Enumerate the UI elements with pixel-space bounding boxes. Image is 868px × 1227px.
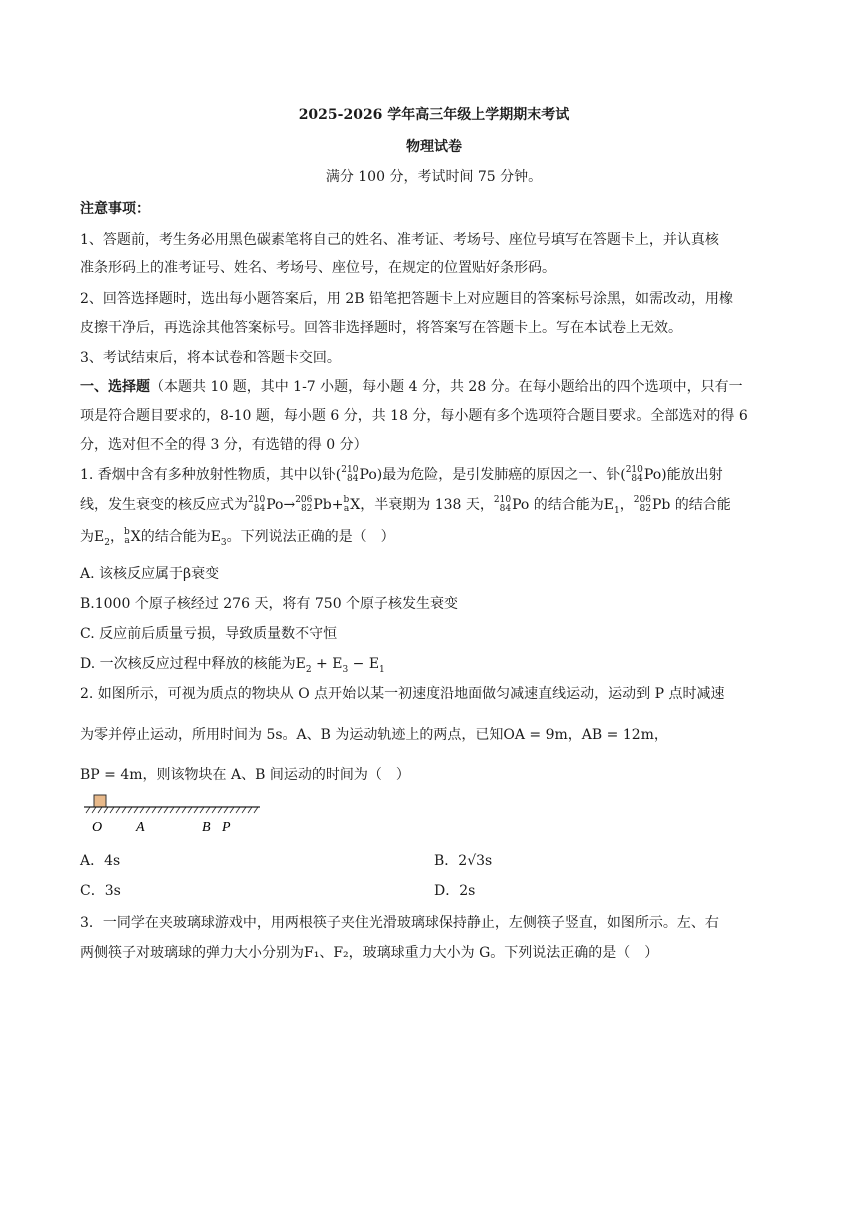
exam-info: 满分 100 分，考试时间 75 分钟。: [325, 169, 543, 185]
subscript: 2: [305, 664, 312, 675]
subscript: 1: [379, 664, 385, 675]
q1-text: X，半衰期为 138 天，: [350, 497, 494, 513]
nuclide-po-index: [248, 496, 265, 514]
q1-option-c[interactable]: C. 反应前后质量亏损，导致质量数不守恒: [80, 626, 338, 642]
notice-heading: 注意事项：: [80, 201, 150, 217]
ground-hatch: [86, 807, 258, 813]
q1-line2: [80, 494, 800, 516]
nuclide-po-index: [341, 466, 358, 484]
nuclide-po-index: [626, 466, 643, 484]
nuc-mass: 206: [295, 495, 313, 505]
nuc-z: 84: [347, 474, 359, 484]
nuc-mass: 210: [341, 465, 359, 475]
subscript: 2: [104, 537, 110, 548]
q1-optd-text: D. 一次核反应过程中释放的核能为E: [80, 656, 306, 672]
nuc-z: 84: [499, 504, 512, 514]
notice-item2-line2: 皮擦干净后，再选涂其他答案标号。回答非选择题时，将答案写在答题卡上。写在本试卷上无效。: [80, 320, 682, 336]
q1-option-b[interactable]: B.1000 个原子核经过 276 天，将有 750 个原子核发生衰变: [80, 596, 459, 612]
q1-text: 为E: [80, 529, 105, 545]
point-label-a: A: [136, 820, 145, 835]
q1-text: 。下列说法正确的是（ ）: [226, 529, 395, 545]
q1-text: Pb 的结合能: [651, 497, 731, 513]
q1-option-d[interactable]: [80, 653, 800, 675]
nuc-z: 84: [631, 474, 643, 484]
q2-line2: 为零并停止运动，所用时间为 5s。A、B 为运动轨迹上的两点，已知OA = 9m，AB = 12m，: [80, 727, 668, 743]
block-figure: [94, 795, 106, 807]
nuc-mass: 210: [248, 495, 266, 505]
nuc-z: 82: [300, 504, 313, 514]
nuclide-x-index: [124, 528, 130, 546]
q1-option-a[interactable]: A. 该核反应属于β衰变: [80, 566, 220, 582]
q1-text: Po)能放出射: [643, 467, 723, 483]
section1-desc-line2: 项是符合题目要求的，8-10 题，每小题 6 分，共 18 分，每小题有多个选项符合题目要求。全部选对的得 6: [80, 408, 748, 424]
nuc-mass: b: [123, 527, 130, 537]
notice-item1-line1: 1、答题前，考生务必用黑色碳素笔将自己的姓名、准考证、考场号、座位号填写在答题卡上，并认真核: [80, 232, 719, 248]
q3-line2: 两侧筷子对玻璃球的弹力大小分别为F₁、F₂，玻璃球重力大小为 G。下列说法正确的是（ ）: [80, 945, 659, 961]
point-label-p: P: [222, 820, 231, 835]
subscript: 3: [342, 664, 349, 675]
section1-desc-line3: 分，选对但不全的得 3 分，有选错的得 0 分）: [80, 437, 368, 453]
nuc-mass: 210: [625, 465, 643, 475]
q1-text: 1. 香烟中含有多种放射性物质，其中以钋(: [80, 467, 342, 483]
q2-line3: BP = 4m，则该物块在 A、B 间运动的时间为（ ）: [80, 767, 410, 783]
q1-optd-text: + E: [311, 656, 343, 672]
nuclide-pb-index: [634, 496, 651, 514]
point-label-o: O: [92, 820, 103, 835]
subscript: 3: [220, 537, 227, 548]
nuc-z: 82: [639, 504, 651, 514]
q1-optd-text: − E: [348, 656, 380, 672]
q1-text: Po 的结合能为E: [512, 497, 615, 513]
section1-desc-line1: （本题共 10 题，其中 1-7 小题，每小题 4 分，共 28 分。在每小题给出的四个选项中，只有一: [150, 379, 743, 395]
nuclide-x-index: [344, 496, 350, 514]
q1-text: X的结合能为E: [130, 529, 221, 545]
q2-option-c[interactable]: C．3s: [80, 883, 121, 899]
q2-line1: 2. 如图所示，可视为质点的物块从 O 点开始以某一初速度沿地面做匀减速直线运动，运动到 P 点时减速: [80, 686, 725, 702]
exam-subject: 物理试卷: [406, 139, 462, 155]
q1-line3: [80, 526, 800, 548]
nuc-mass: 210: [493, 495, 512, 505]
q1-text: 线，发生衰变的核反应式为: [80, 497, 248, 513]
nuc-z: a: [124, 536, 130, 546]
q2-option-d[interactable]: D．2s: [434, 883, 476, 899]
notice-item3: 3、考试结束后，将本试卷和答题卡交回。: [80, 350, 341, 366]
nuc-mass: b: [343, 495, 350, 505]
q2-motion-figure: [84, 793, 264, 837]
point-label-b: B: [202, 820, 211, 835]
q2-option-b[interactable]: B．2√3s: [434, 853, 493, 869]
q3-line1: 3．一同学在夹玻璃球游戏中，用两根筷子夹住光滑玻璃球保持静止，左侧筷子竖直，如图所示。左、右: [80, 915, 719, 931]
q1-text: ，: [109, 529, 124, 545]
nuc-z: a: [343, 504, 350, 514]
q1-text: Po)最为危险，是引发肺癌的原因之一、钋(: [359, 467, 626, 483]
q1-line1: [80, 464, 800, 484]
nuclide-pb-index: [295, 496, 312, 514]
q1-text: Pb+: [313, 497, 344, 513]
notice-item1-line2: 准条形码上的准考证号、姓名、考场号、座位号，在规定的位置贴好条形码。: [80, 260, 556, 276]
q1-text: ，: [619, 497, 634, 513]
section1-line1: [80, 376, 800, 396]
q2-option-a[interactable]: A．4s: [80, 853, 121, 869]
nuc-z: 84: [253, 504, 266, 514]
notice-item2-line1: 2、回答选择题时，选出每小题答案后，用 2B 铅笔把答题卡上对应题目的答案标号涂黑，如需改动，用橡: [80, 291, 734, 307]
exam-title: 2025-2026 学年高三年级上学期期末考试: [298, 107, 570, 123]
q1-text: Po→: [266, 497, 296, 513]
subscript: 1: [614, 505, 620, 516]
section1-heading: 一、选择题: [80, 379, 150, 395]
nuc-mass: 206: [633, 495, 651, 505]
nuclide-po-index: [494, 496, 511, 514]
